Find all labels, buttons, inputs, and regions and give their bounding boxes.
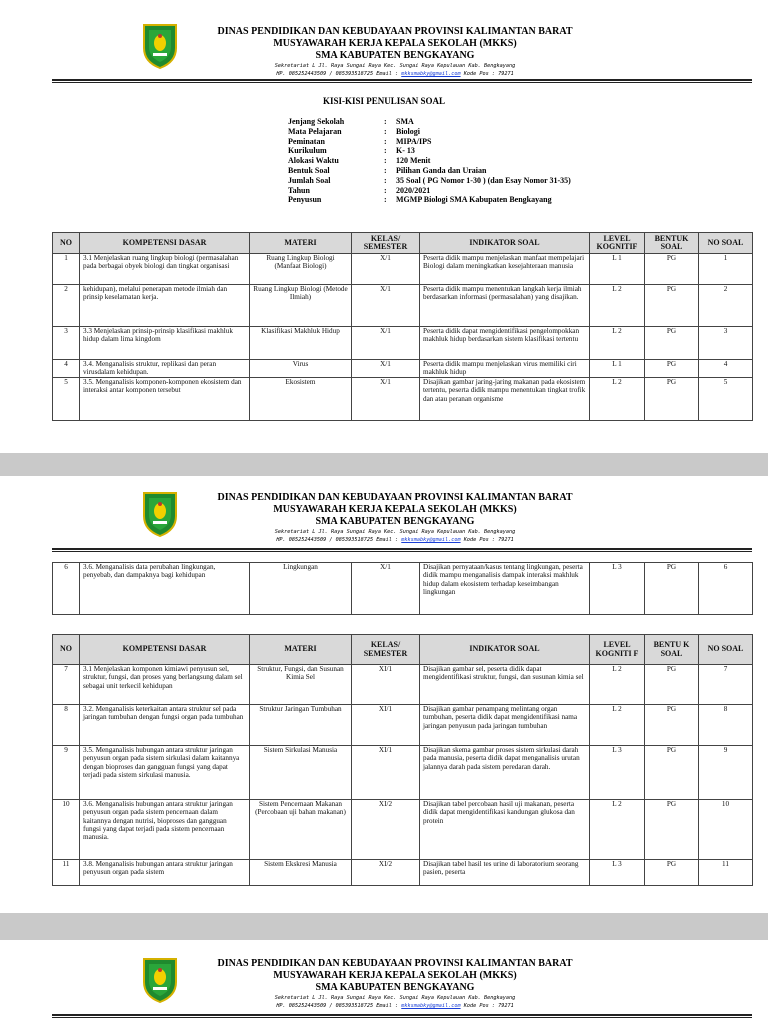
meta-row [288,186,571,196]
letterhead-address: Sekretariat L Jl. Raya Sungai Raya Kec. Sungai Raya Kepulauan Kab. Bengkayang [274,995,516,1001]
cell-nosoal: 10 [699,800,753,860]
meta-colon: : [384,185,387,195]
table-row [53,665,753,705]
header-bentuk-soal: BENTU K SOAL [645,635,699,665]
cell-nosoal: 7 [699,665,753,705]
page-3 [0,940,768,1024]
meta-key: Jenjang Sekolah [288,117,345,126]
meta-colon: : [384,195,387,205]
header-materi: MATERI [250,635,352,665]
cell-kd: 3.6. Menganalisis hubungan antara struktur jaringan penyusun organ pada sistem pencernaan dalam kaitannya dengan nutrisi, bioproses dan gangguan fungsi yang dapat terjadi pada sistem pencernaan manusia. [80,800,250,860]
cell-level: L 3 [590,746,645,800]
letterhead-org: MUSYAWARAH KERJA KEPALA SEKOLAH (MKKS) [273,504,517,515]
cell-kd: 3.4. Menganalisis struktur, replikasi dan peran virusdalam kehidupan. [80,360,250,378]
table-row [53,360,753,378]
cell-bentuk: PG [645,360,699,378]
letterhead-address: Sekretariat L Jl. Raya Sungai Raya Kec. Sungai Raya Kepulauan Kab. Bengkayang [274,529,516,535]
letterhead [0,940,768,1009]
cell-materi: Ruang Lingkup Biologi (Metode Ilmiah) [250,285,352,327]
cell-kelas: X/1 [352,285,420,327]
cell-level: L 1 [590,254,645,285]
meta-colon: : [384,117,387,126]
meta-value: MGMP Biologi SMA Kabupaten Bengkayang [396,195,552,205]
meta-value: 35 Soal ( PG Nomor 1-30 ) (dan Esay Nomor 31-35) [396,175,571,185]
cell-kd: 3.6. Menganalisis data perubahan lingkungan, penyebab, dan dampaknya bagi kehidupan [80,563,250,615]
cell-indikator: Peserta didik mampu menjelaskan virus memiliki ciri makhluk hidup [420,360,590,378]
cell-no: 6 [53,563,80,615]
meta-row [288,176,571,186]
meta-row [288,127,571,137]
cell-materi: Struktur Jaringan Tumbuhan [250,705,352,746]
cell-indikator: Disajikan gambar penampang melintang organ tumbuhan, peserta didik dapat mengidentifikasi nama jaringan penyusun pada jaringan tumbuhan [420,705,590,746]
table-row [53,378,753,421]
meta-key: Alokasi Waktu [288,156,339,166]
meta-colon: : [384,156,387,166]
meta-colon: : [384,136,387,146]
table-row [53,327,753,360]
header-indikator-soal: INDIKATOR SOAL [420,233,590,254]
kalbar-emblem-icon [141,490,179,538]
cell-bentuk: PG [645,665,699,705]
cell-no: 5 [53,378,80,421]
cell-indikator: Disajikan gambar jaring-jaring makanan pada ekosistem tertentu, peserta didik mampu menentukan tingkat trofik dan atau peranan organisme [420,378,590,421]
cell-kelas: XI/1 [352,665,420,705]
cell-nosoal: 4 [699,360,753,378]
cell-nosoal: 11 [699,860,753,886]
cell-indikator: Disajikan tabel hasil tes urine di laboratorium seorang pasien, peserta [420,860,590,886]
meta-key: Kurikulum [288,146,327,156]
cell-level: L 2 [590,665,645,705]
header-materi: MATERI [250,233,352,254]
kisi-table-continued [52,562,753,615]
cell-materi: Ekosistem [250,378,352,421]
cell-level: L 1 [590,360,645,378]
meta-row [288,146,571,156]
cell-level: L 2 [590,800,645,860]
kalbar-emblem-icon [141,22,179,70]
meta-key: Jumlah Soal [288,175,331,185]
cell-nosoal: 5 [699,378,753,421]
letterhead-org: MUSYAWARAH KERJA KEPALA SEKOLAH (MKKS) [273,970,517,981]
meta-key: Penyusun [288,195,322,205]
cell-no: 4 [53,360,80,378]
cell-kd: 3.1 Menjelaskan ruang lingkup biologi (permasalahan pada berbagai obyek biologi dan tingkat organisasi [80,254,250,285]
email-link[interactable]: mkksmabky@gmail.com [401,537,461,543]
letterhead-agency: DINAS PENDIDIKAN DAN KEBUDAYAAN PROVINSI KALIMANTAN BARAT [217,26,573,37]
header-kelas-semester: KELAS/ SEMESTER [352,233,420,254]
cell-bentuk: PG [645,254,699,285]
page-2 [0,476,768,913]
cell-no: 1 [53,254,80,285]
cell-indikator: Peserta didik dapat mengidentifikasi pengelompokkan makhluk hidup berdasarkan sistem klasifikasi tertentu [420,327,590,360]
cell-no: 11 [53,860,80,886]
meta-value: Pilihan Ganda dan Uraian [396,165,487,175]
cell-kd: 3.3 Menjelaskan prinsip-prinsip klasifikasi makhluk hidup dalam lima kingdom [80,327,250,360]
meta-colon: : [384,175,387,185]
page-1 [0,0,768,453]
table-row [53,563,753,615]
letterhead-contact [190,536,600,544]
header-kompetensi-dasar: KOMPETENSI DASAR [80,635,250,665]
table-row [53,285,753,327]
contact-postcode: Kode Pos : 79271 [460,537,514,543]
cell-indikator: Peserta didik mampu menentukan langkah kerja ilmiah berdasarkan informasi (permasalahan) yang disajikan. [420,285,590,327]
table-row [53,254,753,285]
cell-kd: 3.8. Menganalisis hubungan antara struktur jaringan penyusun organ pada sistem [80,860,250,886]
cell-level: L 2 [590,705,645,746]
cell-level: L 2 [590,285,645,327]
meta-value: Biologi [396,126,421,136]
cell-no: 2 [53,285,80,327]
kisi-table-1 [52,232,753,421]
letterhead [0,0,768,77]
contact-phone: HP. 085252443509 / 085393518725 Email : [276,71,402,77]
kalbar-emblem-icon [141,956,179,1004]
cell-materi: Virus [250,360,352,378]
meta-row [288,166,571,176]
table-row [53,860,753,886]
table-row [53,800,753,860]
cell-kelas: X/1 [352,327,420,360]
header-kompetensi-dasar: KOMPETENSI DASAR [80,233,250,254]
letterhead-agency: DINAS PENDIDIKAN DAN KEBUDAYAAN PROVINSI KALIMANTAN BARAT [217,958,573,969]
meta-row [288,156,571,166]
letterhead-school: SMA KABUPATEN BENGKAYANG [315,982,475,993]
cell-kd: 3.2. Menganalisis keterkaitan antara struktur sel pada jaringan tumbuhan dengan fungsi organ pada tumbuhan [80,705,250,746]
meta-key: Peminatan [288,136,325,146]
cell-kelas: X/1 [352,563,420,615]
cell-kelas: X/1 [352,254,420,285]
cell-level: L 3 [590,563,645,615]
letterhead-school: SMA KABUPATEN BENGKAYANG [315,50,475,61]
header-level-kognitif: LEVEL KOGNITIF [590,233,645,254]
letterhead-rule [52,79,752,83]
cell-kelas: XI/2 [352,800,420,860]
cell-bentuk: PG [645,563,699,615]
meta-key: Mata Pelajaran [288,126,342,136]
meta-row [288,195,571,205]
cell-kd: 3.1 Menjelaskan komponen kimiawi penyusun sel, struktur, fungsi, dan proses yang berlangsung dalam sel sebagai unit terkecil kehidupan [80,665,250,705]
cell-kd: kehidupan), melalui penerapan metode ilmiah dan prinsip keselamatan kerja. [80,285,250,327]
meta-row [288,117,571,127]
document-meta [288,117,571,205]
cell-kelas: X/1 [352,378,420,421]
kisi-table-2 [52,634,753,886]
header-kelas-semester: KELAS/ SEMESTER [352,635,420,665]
header-no-soal: NO SOAL [699,233,753,254]
letterhead [0,476,768,542]
meta-colon: : [384,126,387,136]
cell-bentuk: PG [645,800,699,860]
letterhead-contact [190,70,600,78]
cell-level: L 2 [590,378,645,421]
cell-level: L 2 [590,327,645,360]
cell-indikator: Disajikan tabel percobaan hasil uji makanan, peserta didik dapat mengidentifikasi kandungan glukosa dan protein [420,800,590,860]
letterhead-contact [190,1002,600,1010]
cell-materi: Sistem Pencernaan Makanan (Percobaan uji bahan makanan) [250,800,352,860]
cell-no: 10 [53,800,80,860]
cell-nosoal: 1 [699,254,753,285]
meta-value: 120 Menit [396,156,431,166]
cell-materi: Sistem Sirkulasi Manusia [250,746,352,800]
table-header-row [53,635,753,665]
cell-nosoal: 2 [699,285,753,327]
cell-bentuk: PG [645,860,699,886]
cell-indikator: Disajikan pernyataan/kasus tentang lingkungan, peserta didik mampu menganalisis dampak interaksi makhluk hidup dalam ekosistem terhadap keseimbangan lingkungan [420,563,590,615]
header-no-soal: NO SOAL [699,635,753,665]
cell-bentuk: PG [645,746,699,800]
cell-nosoal: 8 [699,705,753,746]
cell-kd: 3.5. Menganalisis komponen-komponen ekosistem dan interaksi antar komponen tersebut [80,378,250,421]
email-link[interactable]: mkksmabky@gmail.com [401,71,461,77]
header-bentuk-soal: BENTUK SOAL [645,233,699,254]
document-title: KISI-KISI PENULISAN SOAL [322,96,446,106]
meta-row [288,137,571,147]
letterhead-agency: DINAS PENDIDIKAN DAN KEBUDAYAAN PROVINSI KALIMANTAN BARAT [217,492,573,503]
cell-bentuk: PG [645,378,699,421]
meta-value: SMA [396,117,414,126]
letterhead-school: SMA KABUPATEN BENGKAYANG [315,516,475,527]
meta-key: Tahun [288,185,310,195]
cell-indikator: Disajikan skema gambar proses sistem sirkulasi darah pada manusia, peserta didik dapat menganalisis urutan jalannya darah pada sistem peredaran darah. [420,746,590,800]
cell-no: 9 [53,746,80,800]
header-indikator-soal: INDIKATOR SOAL [420,635,590,665]
table-header-row [53,233,753,254]
cell-no: 3 [53,327,80,360]
meta-value: MIPA/IPS [396,136,432,146]
header-level-kognitif: LEVEL KOGNITI F [590,635,645,665]
meta-colon: : [384,146,387,156]
cell-bentuk: PG [645,705,699,746]
cell-indikator: Disajikan gambar sel, peserta didik dapat mengidentifikasi struktur, fungsi, dan susunan kimia sel [420,665,590,705]
cell-kelas: XI/2 [352,860,420,886]
table-row [53,746,753,800]
cell-no: 8 [53,705,80,746]
header-no: NO [53,233,80,254]
table-row [53,705,753,746]
cell-nosoal: 3 [699,327,753,360]
letterhead-address: Sekretariat L Jl. Raya Sungai Raya Kec. Sungai Raya Kepulauan Kab. Bengkayang [274,63,516,69]
cell-kelas: X/1 [352,360,420,378]
cell-materi: Klasifikasi Makhluk Hidup [250,327,352,360]
cell-materi: Sistem Ekskresi Manusia [250,860,352,886]
cell-nosoal: 9 [699,746,753,800]
meta-key: Bentuk Soal [288,165,330,175]
cell-nosoal: 6 [699,563,753,615]
cell-materi: Ruang Lingkup Biologi (Manfaat Biologi) [250,254,352,285]
contact-postcode: Kode Pos : 79271 [460,1003,514,1009]
meta-value: 2020/2021 [396,185,431,195]
cell-kd: 3.5. Menganalisis hubungan antara struktur jaringan penyusun organ pada sistem sirkulasi dalam kaitannya dengan bioproses dan gangguan fungsi yang dapat terjadi pada sistem sirkulasi manusia. [80,746,250,800]
cell-level: L 3 [590,860,645,886]
cell-bentuk: PG [645,285,699,327]
meta-value: K- 13 [396,146,415,156]
letterhead-rule [52,1014,752,1018]
cell-no: 7 [53,665,80,705]
cell-kelas: XI/1 [352,746,420,800]
letterhead-rule [52,548,752,552]
cell-indikator: Peserta didik mampu menjelaskan manfaat mempelajari Biologi dalam meningkatkan kesejahteraan manusia [420,254,590,285]
cell-materi: Lingkungan [250,563,352,615]
cell-kelas: XI/1 [352,705,420,746]
meta-colon: : [384,165,387,175]
contact-phone: HP. 085252443509 / 085393518725 Email : [276,1003,402,1009]
cell-materi: Struktur, Fungsi, dan Susunan Kimia Sel [250,665,352,705]
email-link[interactable]: mkksmabky@gmail.com [401,1003,461,1009]
contact-postcode: Kode Pos : 79271 [460,71,514,77]
header-no: NO [53,635,80,665]
letterhead-org: MUSYAWARAH KERJA KEPALA SEKOLAH (MKKS) [273,38,517,49]
cell-bentuk: PG [645,327,699,360]
contact-phone: HP. 085252443509 / 085393518725 Email : [276,537,402,543]
